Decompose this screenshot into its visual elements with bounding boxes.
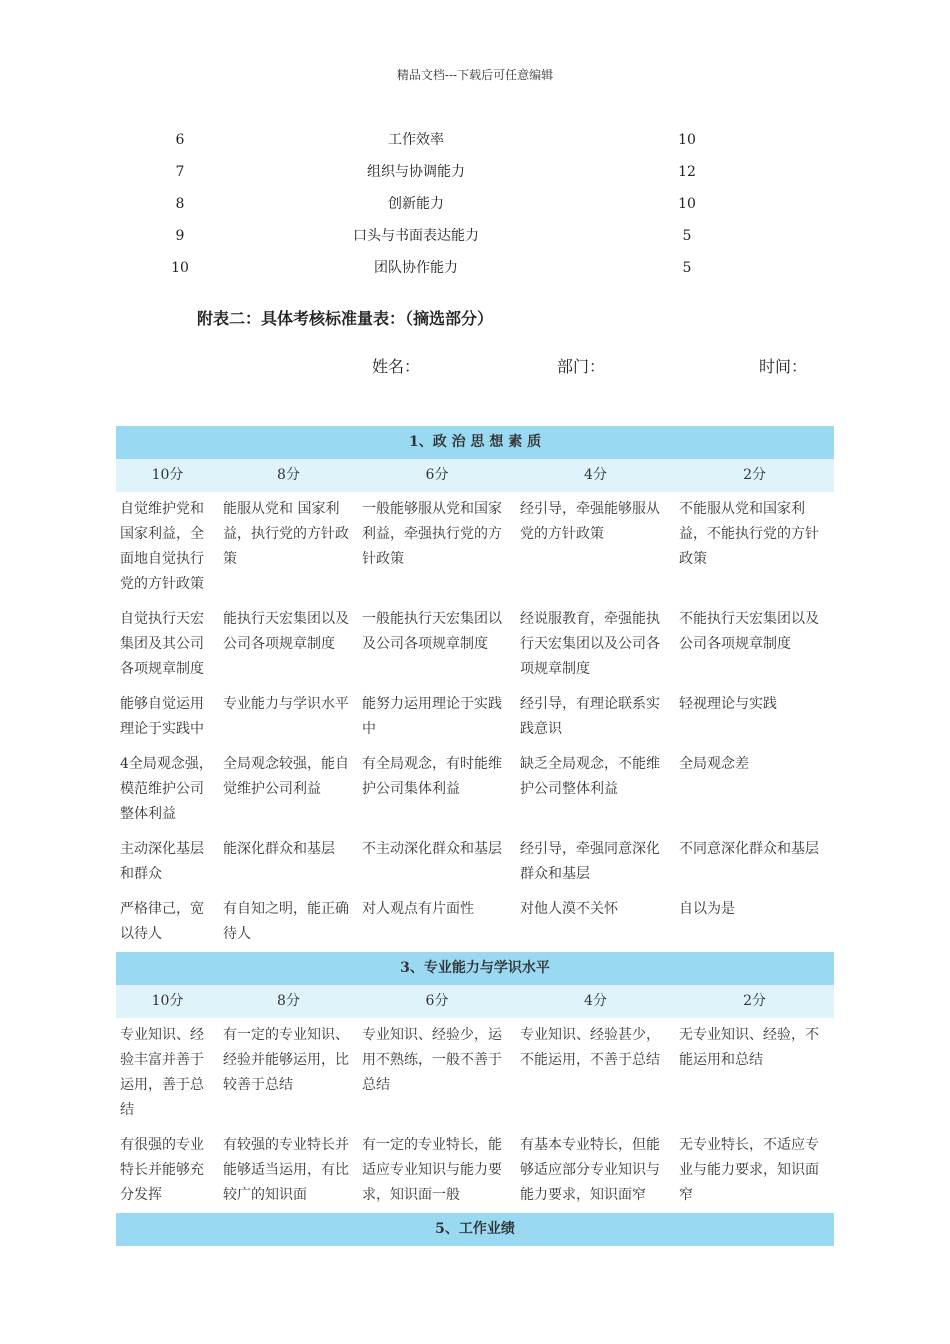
table-cell: 无专业特长，不适应专业与能力要求，知识面窄: [679, 1137, 819, 1203]
department-label: 部门：: [557, 357, 606, 376]
table-cell: 有全局观念，有时能维护公司集体利益: [362, 756, 502, 797]
grade-label: 10分: [116, 985, 219, 1018]
table-cell: 能执行天宏集团以及公司各项规章制度: [223, 611, 349, 652]
table-cell: 有一定的专业特长，能适应专业知识与能力要求，知识面一般: [362, 1137, 502, 1203]
grade-header-row: [116, 985, 834, 1018]
table-cell: 有一定的专业知识、经验并能够运用，比较善于总结: [223, 1027, 349, 1093]
list-item: [150, 188, 800, 220]
grade-label: 6分: [358, 985, 516, 1018]
table-cell: 能深化群众和基层: [223, 841, 335, 857]
section-title: 1、政 治 思 想 素 质: [116, 426, 834, 459]
page-header: 精品文档---下载后可任意编辑: [396, 68, 554, 82]
table-cell: 对人观点有片面性: [362, 901, 474, 917]
assessment-standard-table: [116, 426, 834, 1246]
section-title: 3、专业能力与学识水平: [116, 952, 834, 985]
table-cell: 经说服教育，牵强能执行天宏集团以及公司各项规章制度: [520, 611, 660, 677]
table-cell: 一般能够服从党和国家利益，牵强执行党的方针政策: [362, 501, 502, 567]
table-cell: 能够自觉运用理论于实践中: [120, 696, 204, 737]
table-row: [116, 747, 834, 832]
table-row: [116, 1018, 834, 1128]
table-cell: 专业能力与学识水平: [223, 696, 349, 712]
table-cell: 不主动深化群众和基层: [362, 841, 502, 857]
table-cell: 有基本专业特长，但能够适应部分专业知识与能力要求，知识面窄: [520, 1137, 660, 1203]
table-cell: 自觉维护党和国家利益，全面地自觉执行党的方针政策: [120, 501, 204, 592]
table-cell: 对他人漠不关怀: [520, 901, 618, 917]
table-cell: 经引导，有理论联系实践意识: [520, 696, 660, 737]
table-cell: 主动深化基层和群众: [120, 841, 204, 882]
table-row: [116, 1128, 834, 1213]
table-row: [116, 492, 834, 602]
table-cell: 不能执行天宏集团以及公司各项规章制度: [679, 611, 819, 652]
table-cell: 4全局观念强，模范维护公司整体利益: [120, 756, 213, 822]
name-label: 姓名：: [372, 357, 421, 376]
table-cell: 严格律己，宽以待人: [120, 901, 204, 942]
table-cell: 有自知之明，能正确待人: [223, 901, 349, 942]
section-title: 5、工作业绩: [116, 1213, 834, 1246]
table-cell: 专业知识、经验少，运用不熟练，一般不善于总结: [362, 1027, 502, 1093]
grade-label: 8分: [219, 459, 358, 492]
grade-label: 6分: [358, 459, 516, 492]
appendix-title: 附表二：具体考核标准量表：（摘选部分）: [197, 309, 494, 328]
table-cell: 不同意深化群众和基层: [679, 841, 819, 857]
item-score: 5: [682, 260, 692, 276]
table-cell: 自觉执行天宏集团及其公司各项规章制度: [120, 611, 204, 677]
table-cell: 经引导，牵强同意深化群众和基层: [520, 841, 660, 882]
list-item: [150, 124, 800, 156]
section-header-row: [116, 426, 834, 459]
table-row: [116, 832, 834, 892]
table-cell: 能服从党和 国家利益，执行党的方针政策: [223, 501, 349, 567]
item-score: 10: [678, 132, 696, 148]
item-name: 团队协作能力: [374, 260, 458, 276]
table-cell: 全局观念差: [679, 756, 749, 772]
table-cell: 专业知识、经验丰富并善于运用，善于总结: [120, 1027, 204, 1118]
list-item: [150, 252, 800, 284]
table-cell: 自以为是: [679, 901, 735, 917]
item-name: 工作效率: [388, 132, 444, 148]
section-header-row: [116, 1213, 834, 1246]
list-item: [150, 220, 800, 252]
table-cell: 不能服从党和国家利益，不能执行党的方针政策: [679, 501, 819, 567]
grade-header-row: [116, 459, 834, 492]
table-cell: 专业知识、经验甚少，不能运用，不善于总结: [520, 1027, 660, 1068]
table-cell: 全局观念较强，能自觉维护公司利益: [223, 756, 349, 797]
item-number: 10: [171, 260, 189, 276]
item-score: 12: [678, 164, 696, 180]
item-name: 创新能力: [388, 196, 444, 212]
item-name: 口头与书面表达能力: [353, 228, 479, 244]
grade-label: 10分: [116, 459, 219, 492]
table-row: [116, 602, 834, 687]
item-score: 5: [682, 228, 692, 244]
table-cell: 缺乏全局观念，不能维护公司整体利益: [520, 756, 660, 797]
table-cell: 能努力运用理论于实践中: [362, 696, 502, 737]
table-cell: 一般能执行天宏集团以及公司各项规章制度: [362, 611, 502, 652]
table-cell: 无专业知识、经验，不能运用和总结: [679, 1027, 819, 1068]
item-number: 6: [175, 132, 185, 148]
grade-label: 4分: [516, 459, 675, 492]
grade-label: 2分: [675, 459, 834, 492]
score-weight-list: [150, 124, 800, 284]
table-cell: 有较强的专业特长并能够适当运用，有比较广的知识面: [223, 1137, 349, 1203]
table-cell: 轻视理论与实践: [679, 696, 777, 712]
list-item: [150, 156, 800, 188]
grade-label: 2分: [675, 985, 834, 1018]
grade-label: 4分: [516, 985, 675, 1018]
table-cell: 经引导，牵强能够服从党的方针政策: [520, 501, 660, 542]
item-score: 10: [678, 196, 696, 212]
table-cell: 有很强的专业特长并能够充分发挥: [120, 1137, 204, 1203]
table-row: [116, 687, 834, 747]
item-name: 组织与协调能力: [367, 164, 465, 180]
grade-label: 8分: [219, 985, 358, 1018]
item-number: 9: [175, 228, 185, 244]
time-label: 时间：: [759, 357, 808, 376]
section-header-row: [116, 952, 834, 985]
table-row: [116, 892, 834, 952]
item-number: 7: [175, 164, 185, 180]
item-number: 8: [175, 196, 185, 212]
